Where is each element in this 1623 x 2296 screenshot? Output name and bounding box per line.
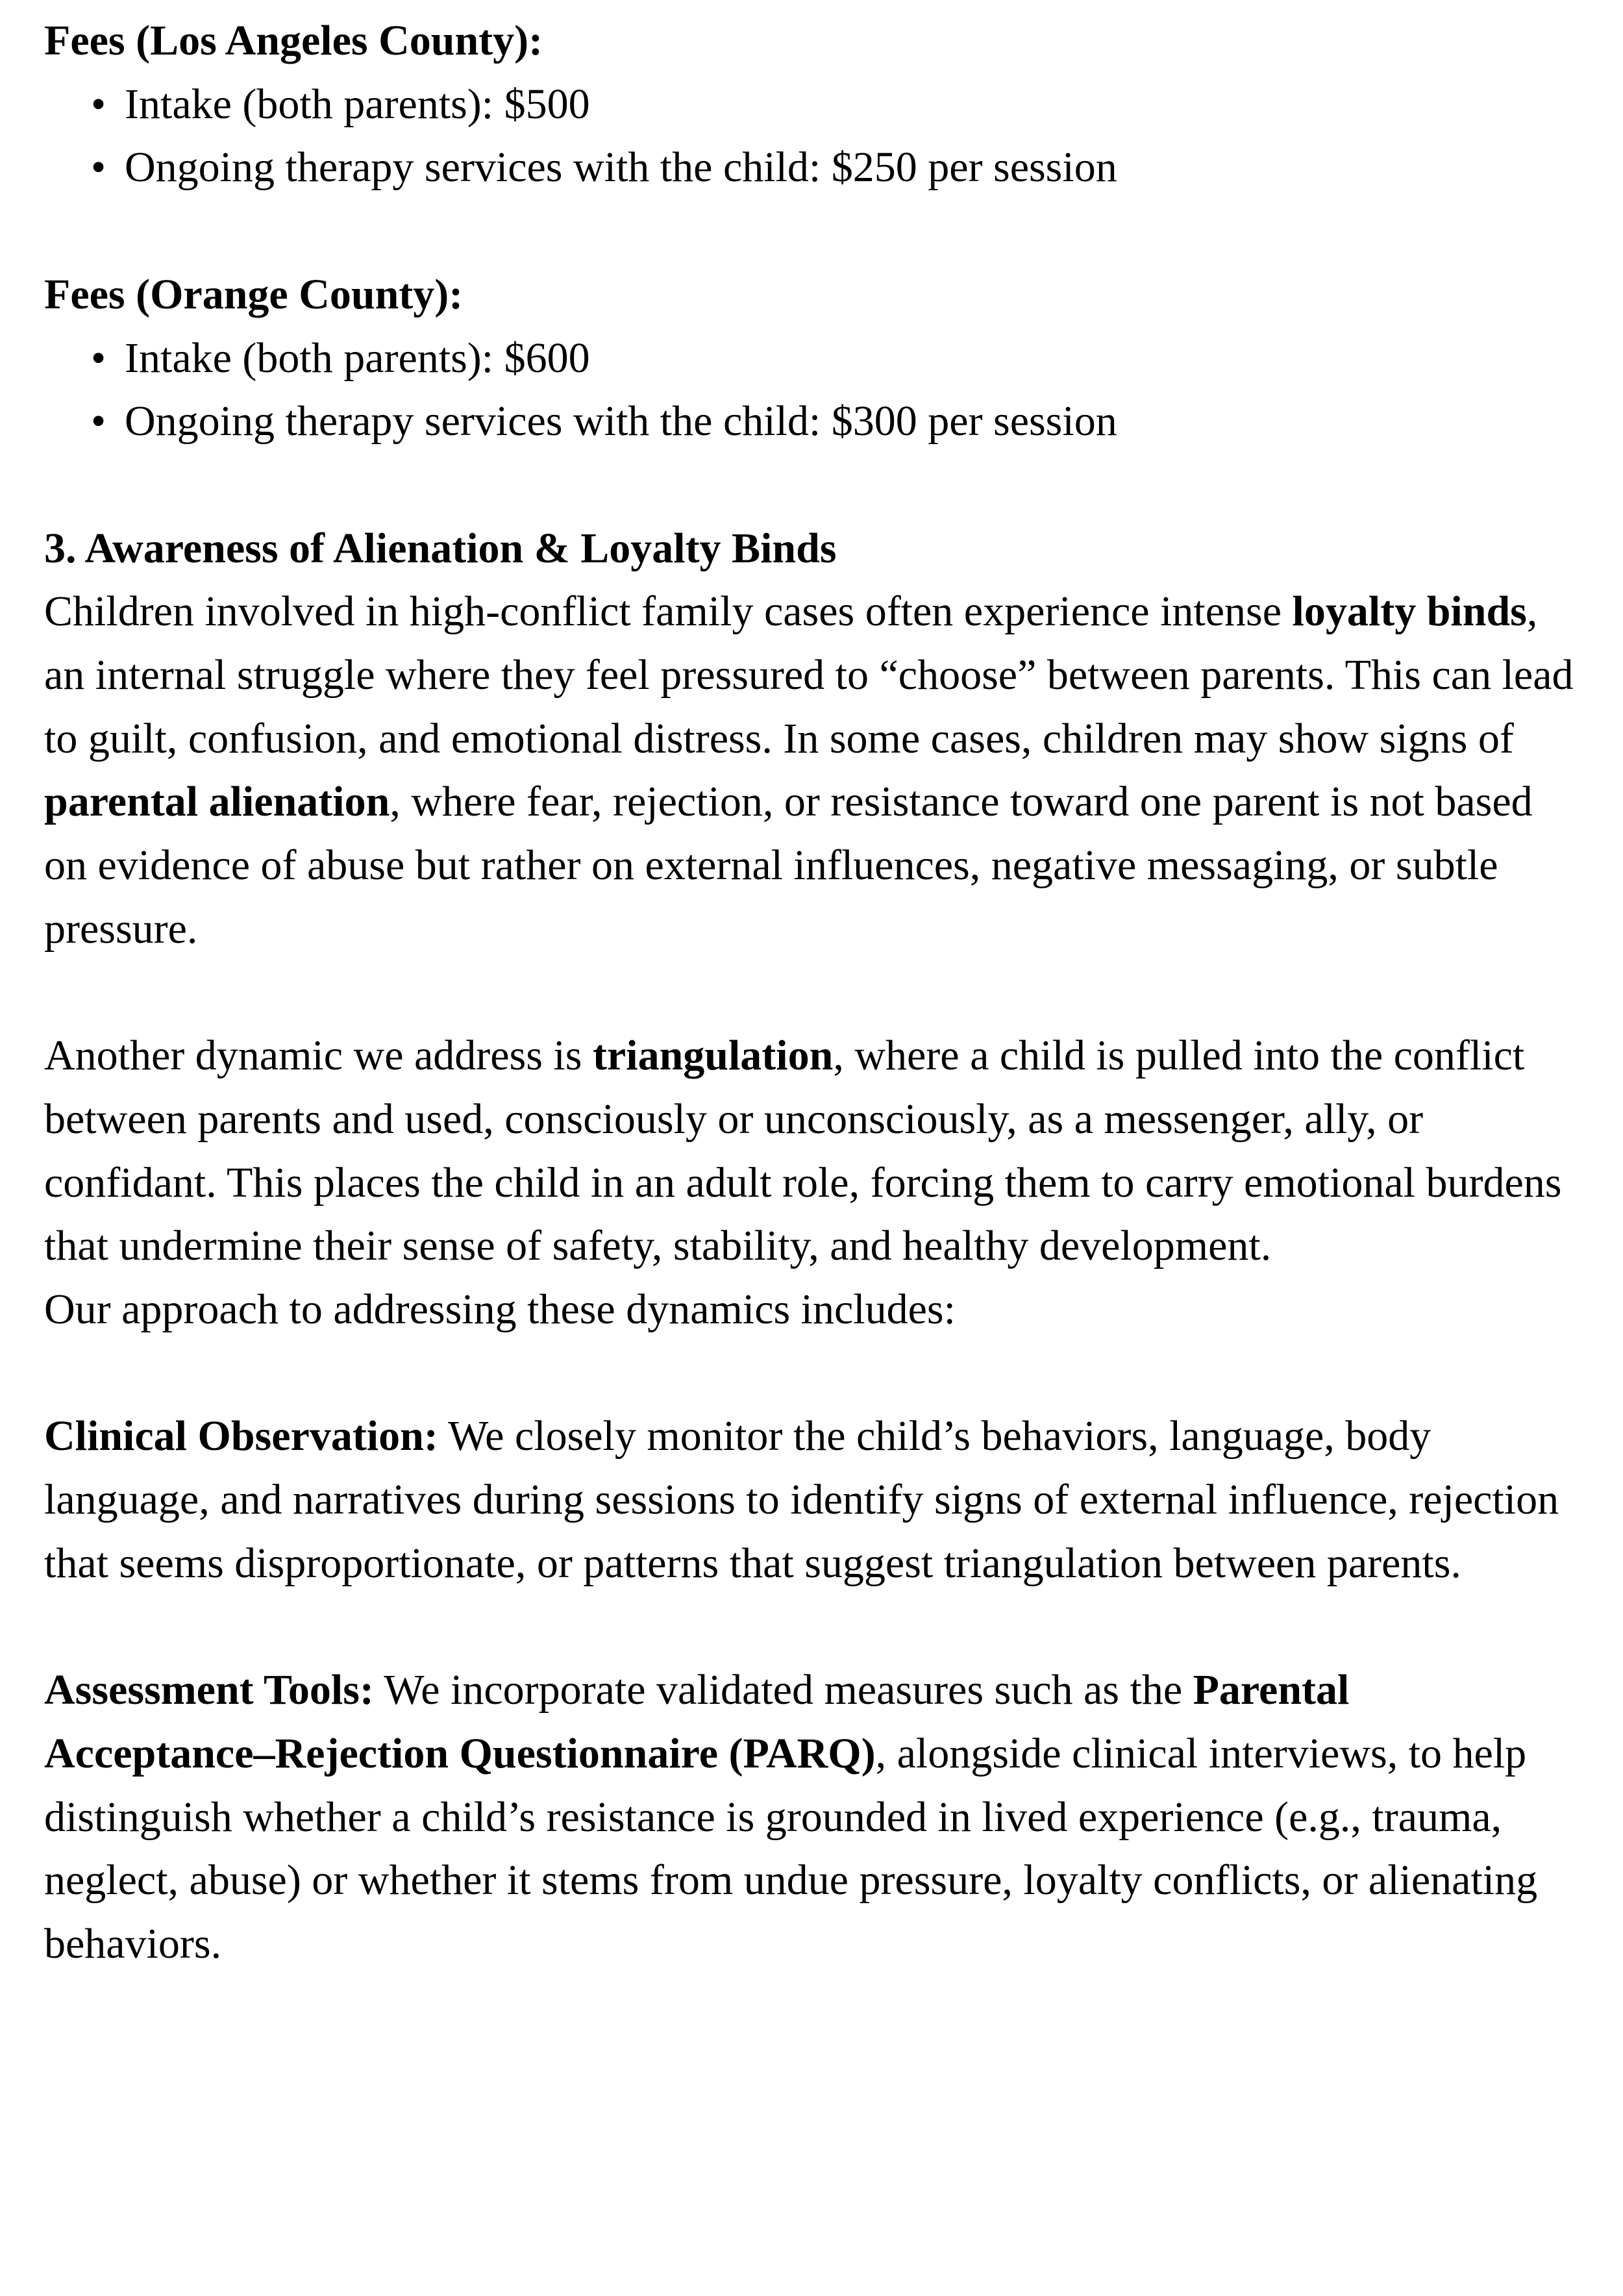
- text: Another dynamic we address is: [44, 1032, 593, 1080]
- spacer: [44, 1341, 1584, 1405]
- text: , where a child is pulled into the conflict between parents and used, consciously or unconsciously, as a messenger, ally, or confidant. This places the child in an adult role, forcing them to carry emotional burdens that undermine their sense of safety, stability, and healthy development.: [44, 1032, 1562, 1270]
- approach-intro: Our approach to addressing these dynamics includes:: [44, 1286, 956, 1334]
- list-item: • Ongoing therapy services with the child: $300 per session: [125, 390, 1584, 453]
- bold-term: parental alienation: [44, 778, 390, 826]
- fees-la-heading: Fees (Los Angeles County):: [44, 17, 543, 64]
- fees-oc-heading: Fees (Orange County):: [44, 270, 464, 318]
- text: , where fear, rejection, or resistance toward one parent is not based on evidence of abuse but rather on external influences, negative messaging, or subtle pressure.: [44, 778, 1533, 953]
- fees-la-list: [44, 73, 1584, 199]
- loyalty-binds-paragraph: [44, 580, 1584, 960]
- clinical-observation-paragraph: [44, 1404, 1584, 1595]
- spacer: [44, 199, 1584, 263]
- bold-term: loyalty binds: [1292, 588, 1527, 636]
- spacer: [44, 1595, 1584, 1659]
- text: , alongside clinical interviews, to help distinguish whether a child’s resistance is grounded in lived experience (e.g., trauma, neglect, abuse) or whether it stems from undue pressure, loyalty conflicts, or alienating behaviors.: [44, 1729, 1538, 1968]
- spacer: [44, 453, 1584, 517]
- text: Children involved in high-conflict family cases often experience intense: [44, 588, 1293, 636]
- text: , an internal struggle where they feel pressured to “choose” between parents. This can lead to guilt, confusion, and emotional distress. In some cases, children may show signs of: [44, 588, 1574, 762]
- list-item: • Intake (both parents): $600: [125, 327, 1584, 390]
- fees-oc-list: [44, 327, 1584, 453]
- assessment-tools-paragraph: [44, 1658, 1584, 1976]
- bold-term: triangulation: [592, 1032, 834, 1080]
- bold-term: Parental Acceptance–Rejection Questionnaire (PARQ): [44, 1666, 1350, 1777]
- triangulation-paragraph: [44, 1024, 1584, 1278]
- bold-label: Assessment Tools:: [44, 1666, 374, 1714]
- list-item: • Intake (both parents): $500: [125, 73, 1584, 136]
- section-heading: 3. Awareness of Alienation & Loyalty Binds: [44, 524, 837, 572]
- spacer: [44, 961, 1584, 1025]
- text: We incorporate validated measures such as the: [373, 1666, 1193, 1714]
- text: We closely monitor the child’s behaviors, language, body language, and narratives during sessions to identify signs of external influence, rejection that seems disproportionate, or patterns that suggest triangulation between parents.: [44, 1412, 1559, 1587]
- list-item: • Ongoing therapy services with the child: $250 per session: [125, 136, 1584, 199]
- bold-label: Clinical Observation:: [44, 1412, 438, 1460]
